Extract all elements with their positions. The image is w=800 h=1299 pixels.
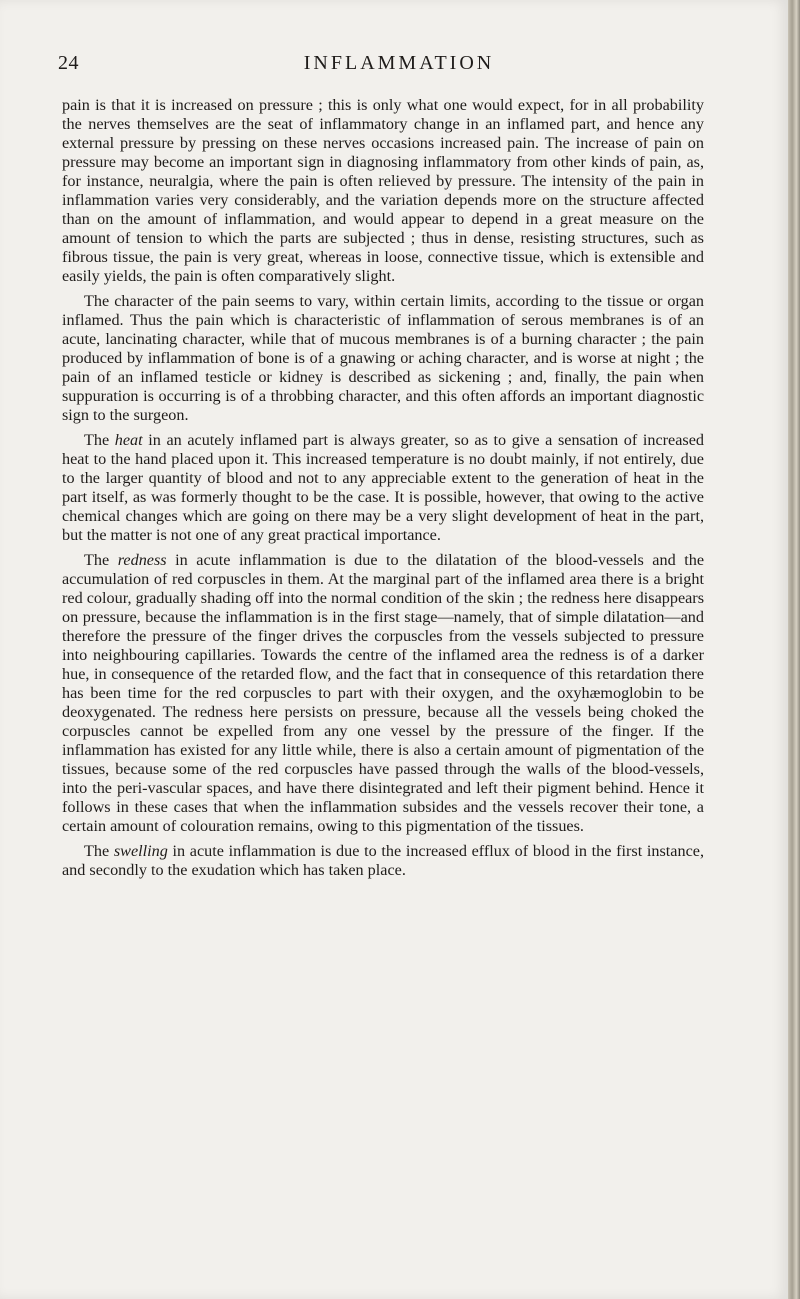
running-title: INFLAMMATION — [303, 52, 495, 74]
paragraph-lead: The — [84, 551, 118, 569]
paragraph-redness — [62, 551, 704, 836]
page-number: 24 — [58, 52, 79, 74]
paragraph-lead: The — [84, 431, 115, 449]
keyword-heat: heat — [114, 431, 143, 449]
paragraph-pain-character: The character of the pain seems to vary, within certain limits, according to the tissue or organ inflamed. Thus the pain which is characteristic of inflammation of serous membranes is of an acute, lancinating character, while that of mucous membranes is of a burning character ; the pain produced by inflammation of bone is of a gnawing or aching character, and is worse at night ; the pain of an inflamed testicle or kidney is described as sickening ; and, finally, the pain when suppuration is occurring is of a throbbing character, and this often affords an important diagnostic sign to the surgeon. — [62, 292, 704, 424]
paragraph-rest: in acute inflammation is due to the dilatation of the blood-vessels and the accumulation of red corpuscles in them. At the marginal part of the inflamed area there is a bright red colour, gradually shading off into the normal condition of the skin ; the redness here disappears on pressure, because the inflammation is in the first stage—namely, that of simple dilatation—and therefore the pressure of the finger drives the corpuscles from the vessels subjected to pressure into neighbouring capillaries. Towards the centre of the inflamed area the redness is of a darker hue, in consequence of the retarded flow, and the fact that in consequence of this retardation there has been time for the red corpuscles to part with their oxygen, and the oxyhæmoglobin to be deoxygenated. The redness here persists on pressure, because all the vessels being choked the corpuscles cannot be expelled from any one vessel by the pressure of the finger. If the inflammation has existed for any little while, there is also a certain amount of pigmentation of the tissues, because some of the red corpuscles have passed through the walls of the blood-vessels, into the peri-vascular spaces, and have there disintegrated and left their pigment behind. Hence it follows in these cases that when the inflammation subsides and the vessels recover their tone, a certain amount of colouration remains, owing to this pigmentation of the tissues. — [62, 551, 705, 835]
paragraph-heat — [62, 431, 704, 545]
paragraph-swelling — [62, 842, 704, 880]
paragraph-rest: in acute inflammation is due to the increased efflux of blood in the first instance, and secondly to the exudation which has taken place. — [62, 842, 704, 879]
page-edge — [788, 0, 800, 1299]
running-head — [58, 52, 740, 82]
body-text — [62, 96, 704, 886]
paragraph-lead: The — [84, 842, 114, 860]
paragraph-pain-pressure: pain is that it is increased on pressure ; this is only what one would expect, for in all probability the nerves themselves are the seat of inflammatory change in an inflamed part, and hence any external pressure by pressing on these nerves occasions increased pain. The increase of pain on pressure may become an important sign in diagnosing inflammatory from other kinds of pain, as, for instance, neuralgia, where the pain is often relieved by pressure. The intensity of the pain in inflammation varies very considerably, and the variation depends more on the structure affected than on the amount of inflammation, and would appear to depend in a great measure on the amount of tension to which the parts are subjected ; thus in dense, resisting structures, such as fibrous tissue, the pain is very great, whereas in loose, connective tissue, which is extensible and easily yields, the pain is often comparatively slight. — [62, 96, 704, 285]
paragraph-rest: in an acutely inflamed part is always greater, so as to give a sensation of increased heat to the hand placed upon it. This increased temperature is no doubt mainly, if not entirely, due to the larger quantity of blood and not to any appreciable extent to the generation of heat in the part itself, as was formerly thought to be the case. It is possible, however, that owing to the active chemical changes which are going on there may be a very slight development of heat in the part, but the matter is not one of any great practical importance. — [62, 431, 705, 544]
keyword-swelling: swelling — [113, 842, 168, 860]
keyword-redness: redness — [117, 551, 167, 569]
